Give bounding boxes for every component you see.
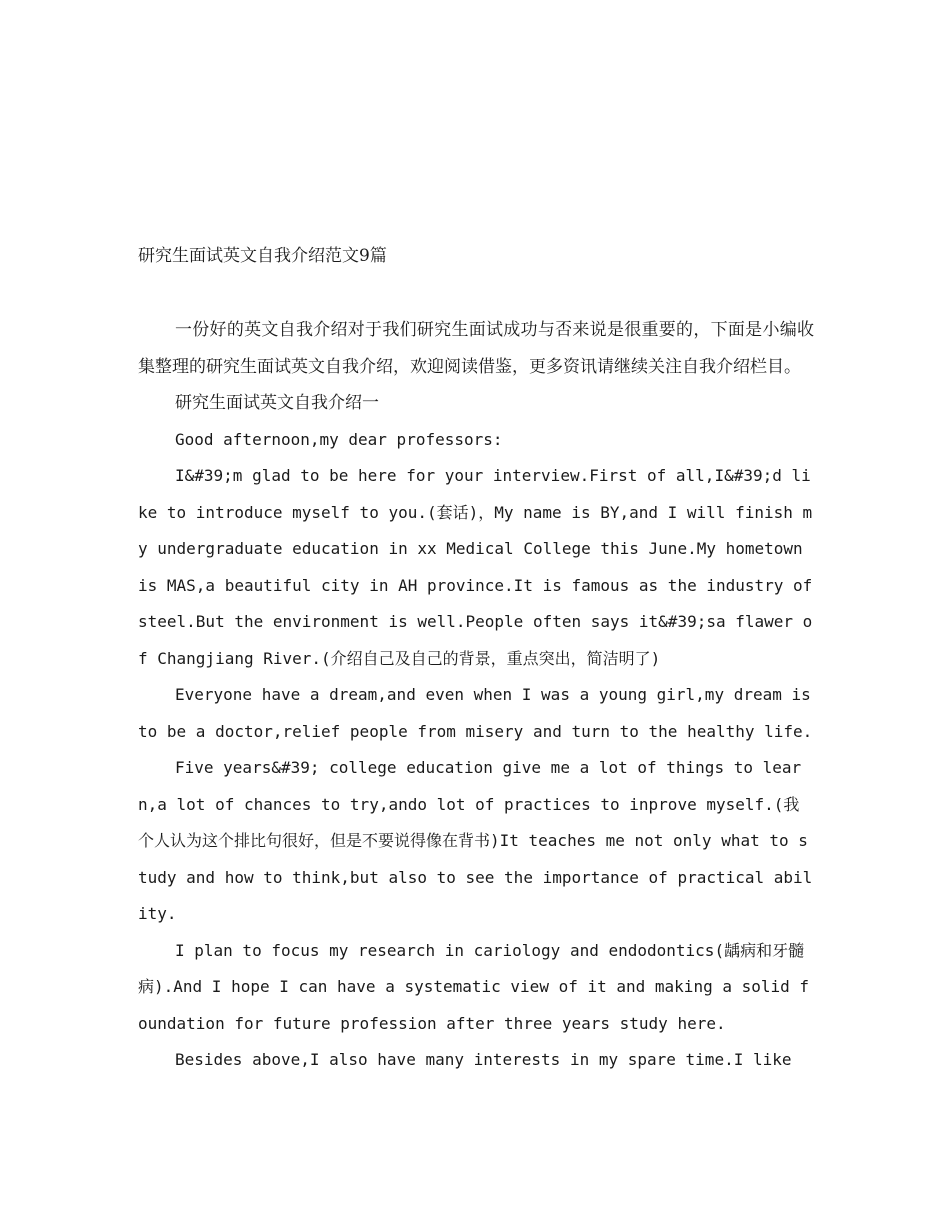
- title-spacer: [138, 274, 814, 312]
- body-paragraph: Everyone have a dream,and even when I was a young girl,my dream is to be a doctor,relief people from misery and turn to the healthy life.: [138, 685, 813, 741]
- document-body: [138, 238, 814, 1079]
- body-paragraph: I plan to focus my research in cariology and endodontics(龋病和牙髓病).And I hope I can have a systematic view of it and making a solid foundation for future profession after three years study here.: [138, 940, 810, 1033]
- body-paragraph: Besides above,I also have many interests in my spare time.I like: [175, 1050, 792, 1069]
- greeting-paragraph: Good afternoon,my dear professors:: [175, 429, 503, 449]
- body-paragraph: I&#39;m glad to be here for your interview.First of all,I&#39;d like to introduce myself to you.(套话)，My name is BY,and I will finish my undergraduate education in xx Medical College this June.My hometown is MAS,a beautiful city in AH province.It is famous as the industry of steel.But the environment is well.People often says it&#39;sa flawer of Changjiang River.(介绍自己及自己的背景，重点突出，简洁明了): [138, 466, 813, 668]
- section-heading: 研究生面试英文自我介绍一: [175, 393, 379, 413]
- body-paragraph: Five years&#39; college education give me a lot of things to learn,a lot of chances to try,ando lot of practices to inprove myself.(我个人认为这个排比句很好，但是不要说得像在背书)It teaches me not only what to study and how to think,but also to see the importance of practical ability.: [138, 758, 813, 923]
- intro-paragraph: 一份好的英文自我介绍对于我们研究生面试成功与否来说是很重要的，下面是小编收集整理的研究生面试英文自我介绍，欢迎阅读借鉴，更多资讯请继续关注自我介绍栏目。: [138, 320, 814, 377]
- document-title: 研究生面试英文自我介绍范文9篇: [138, 246, 387, 266]
